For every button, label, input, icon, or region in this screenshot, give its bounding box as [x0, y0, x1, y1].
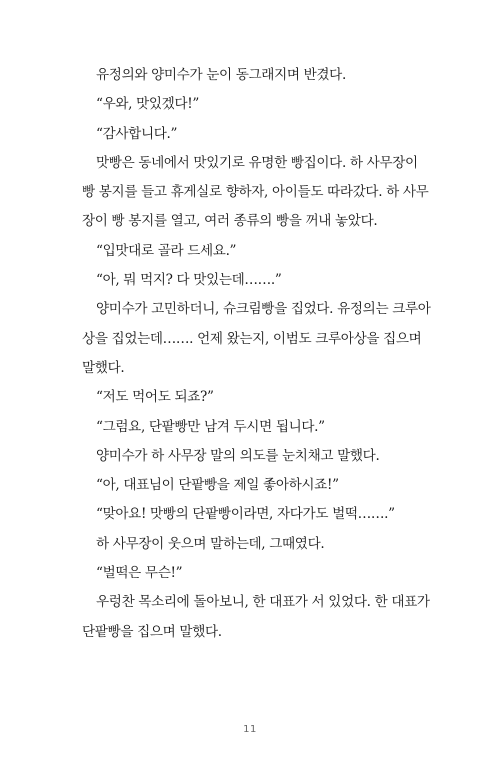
text-line: “벌떡은 무슨!”: [96, 565, 183, 582]
text-line: 단팥빵을 집으며 말했다.: [82, 623, 222, 640]
text-line: “입맛대로 골라 드세요.”: [96, 242, 237, 259]
text-line: 빵 봉지를 들고 휴게실로 향하자, 아이들도 따라갔다. 하 사무: [82, 184, 429, 201]
text-line: 양미수가 하 사무장 말의 의도를 눈치채고 말했다.: [96, 447, 380, 464]
text-line: “그럼요, 단팥빵만 남겨 두시면 됩니다.”: [96, 418, 325, 435]
text-line: 하 사무장이 웃으며 말하는데, 그때였다.: [96, 535, 325, 552]
text-line: 말했다.: [82, 359, 125, 376]
text-line: 장이 빵 봉지를 열고, 여러 종류의 빵을 꺼내 놓았다.: [82, 213, 378, 230]
text-line: “아, 대표님이 단팥빵을 제일 좋아하시죠!”: [96, 477, 339, 494]
text-line: 상을 집었는데……. 언제 왔는지, 이범도 크루아상을 집으며: [82, 330, 422, 347]
text-line: “우와, 맛있겠다!”: [96, 96, 199, 113]
text-line: “감사합니다.”: [96, 125, 178, 142]
text-line: “맞아요! 맛빵의 단팥빵이라면, 자다가도 벌떡…….”: [96, 506, 395, 523]
text-line: 우렁찬 목소리에 돌아보니, 한 대표가 서 있었다. 한 대표가: [96, 594, 430, 611]
text-line: 양미수가 고민하더니, 슈크림빵을 집었다. 유정의는 크루아: [96, 301, 431, 318]
body-text: [82, 61, 434, 647]
page-number: 11: [243, 724, 257, 735]
text-line: 유정의와 양미수가 눈이 동그래지며 반겼다.: [96, 67, 346, 83]
text-line: “아, 뭐 먹지? 다 맛있는데…….”: [96, 272, 282, 289]
text-line: 맛빵은 동네에서 맛있기로 유명한 빵집이다. 하 사무장이: [96, 154, 418, 171]
text-line: “저도 먹어도 되죠?”: [96, 389, 214, 406]
